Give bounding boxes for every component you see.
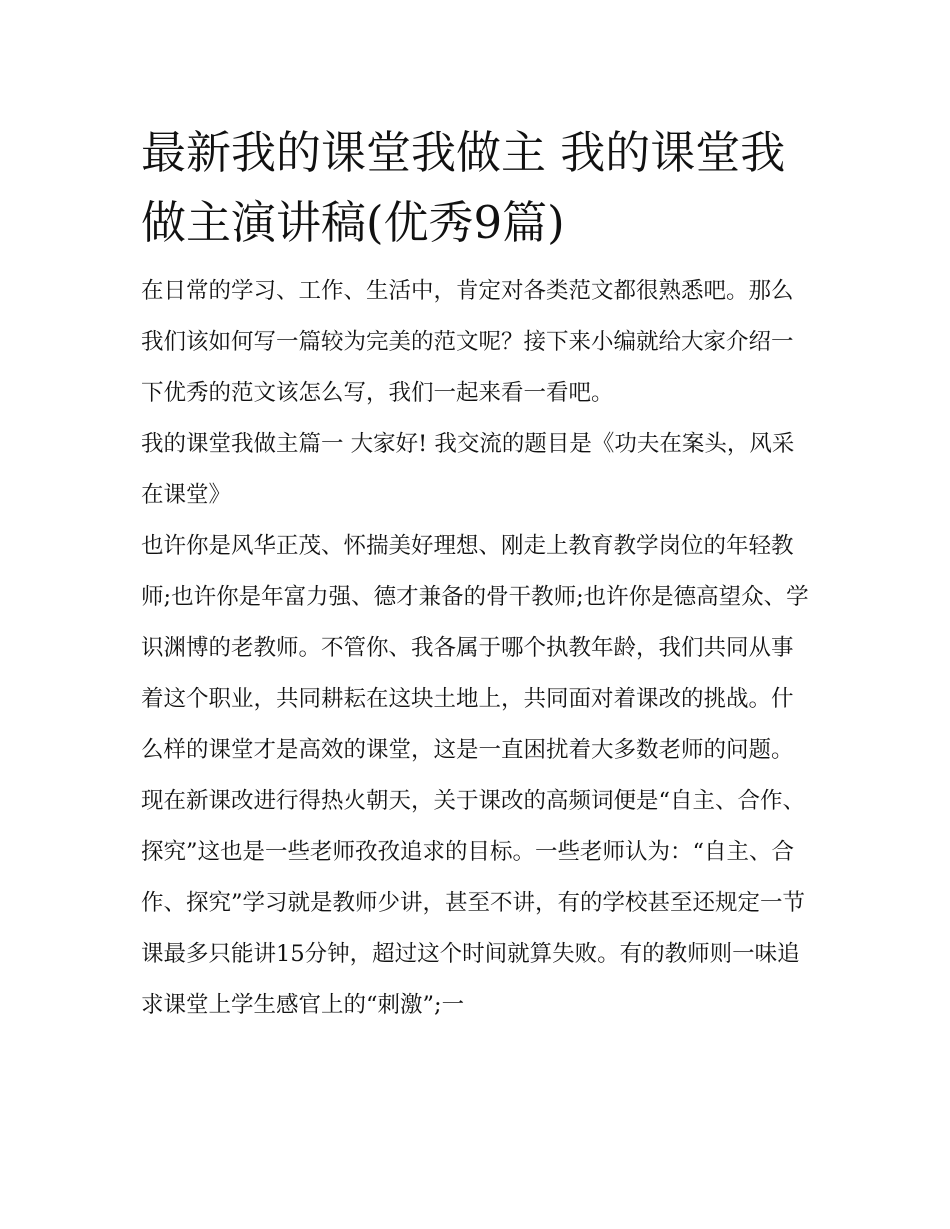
document-body: [141, 118, 813, 1031]
paragraph-intro: 在日常的学习、工作、生活中，肯定对各类范文都很熟悉吧。那么我们该如何写一篇较为完美的范文呢？接下来小编就给大家介绍一下优秀的范文该怎么写，我们一起来看一看吧。: [141, 278, 794, 406]
paragraph-teachers: 也许你是风华正茂、怀揣美好理想、刚走上教育教学岗位的年轻教师;也许你是年富力强、德才兼备的骨干教师;也许你是德高望众、学识渊博的老教师。不管你、我各属于哪个执教年龄，我们共同从事着这个职业，共同耕耘在这块土地上，共同面对着课改的挑战。什么样的课堂才是高效的课堂，这是一直困扰着大多数老师的问题。: [141, 533, 809, 763]
document-title: 最新我的课堂我做主 我的课堂我做主演讲稿(优秀9篇): [141, 126, 786, 249]
paragraph-curriculum-reform: 现在新课改进行得热火朝天，关于课改的高频词便是“自主、合作、探究”这也是一些老师孜孜追求的目标。一些老师认为：“自主、合作、探究”学习就是教师少讲，甚至不讲，有的学校甚至还规定一节课最多只能讲15分钟，超过这个时间就算失败。有的教师则一味追求课堂上学生感官上的“刺激”;一: [141, 788, 806, 1018]
paragraph-speech-opening: 我的课堂我做主篇一 大家好! 我交流的题目是《功夫在案头，风采在课堂》: [141, 431, 795, 508]
